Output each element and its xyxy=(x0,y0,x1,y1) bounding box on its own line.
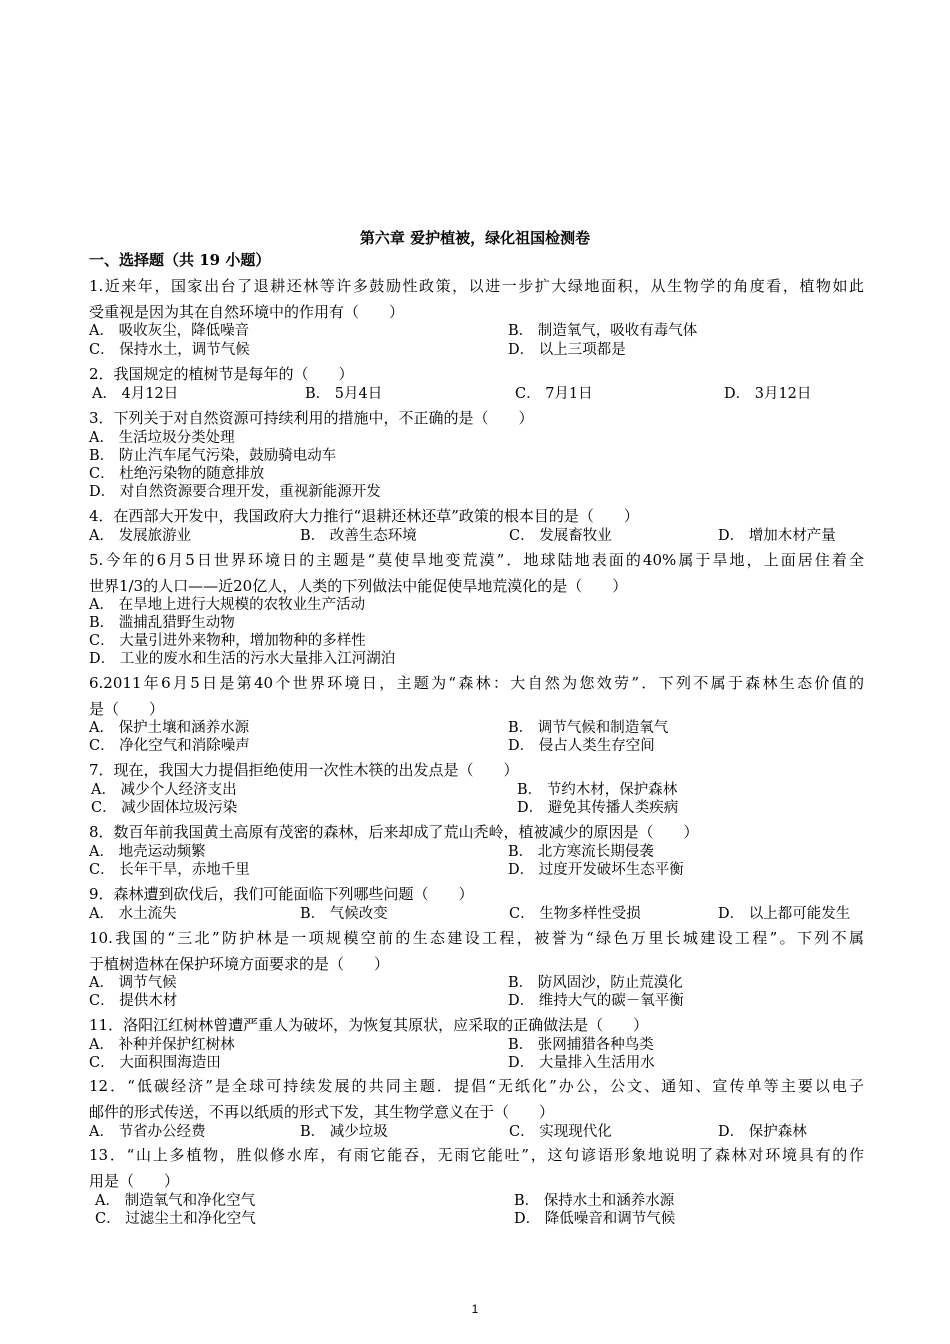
question-1-stem-line: 1.近来年，国家出台了退耕还林等许多鼓励性政策，以进一步扩大绿地面积，从生物学的角度看，植物如此 xyxy=(89,277,864,295)
question-10-option-a: A． 调节气候 xyxy=(89,975,177,991)
question-4-option-c: C． 发展畜牧业 xyxy=(509,528,612,544)
question-7-option-d: D． 避免其传播人类疾病 xyxy=(517,800,679,816)
question-8-stem-line: 8．数百年前我国黄土高原有茂密的森林，后来却成了荒山秃岭，植被减少的原因是（ ） xyxy=(89,823,699,841)
question-11-option-d: D． 大量排入生活用水 xyxy=(508,1055,655,1071)
question-8-option-c: C． 长年干旱，赤地千里 xyxy=(89,862,250,878)
question-13-option-a: A． 制造氧气和净化空气 xyxy=(95,1193,256,1209)
page-number: 1 xyxy=(471,1302,479,1316)
question-4-stem-line: 4．在西部大开发中，我国政府大力推行“退耕还林还草”政策的根本目的是（ ） xyxy=(89,507,639,525)
section-heading: 一、选择题（共 19 小题） xyxy=(89,251,271,269)
question-8-option-d: D． 过度开发破坏生态平衡 xyxy=(508,862,684,878)
question-6-option-d: D． 侵占人类生存空间 xyxy=(508,738,655,754)
question-1-option-a: A． 吸收灰尘，降低噪音 xyxy=(89,323,250,339)
question-5-option-a: A． 在旱地上进行大规模的农牧业生产活动 xyxy=(89,597,366,613)
question-10-stem-line: 10.我国的“三北”防护林是一项规模空前的生态建设工程，被誉为“绿色万里长城建设工程”。下列不属 xyxy=(89,929,864,947)
question-13-option-c: C． 过滤尘土和净化空气 xyxy=(95,1211,256,1227)
question-2-option-b: B． 5月4日 xyxy=(305,386,383,402)
question-10-stem-line: 于植树造林在保护环境方面要求的是（ ） xyxy=(89,955,390,973)
question-11-option-b: B． 张网捕猎各种鸟类 xyxy=(508,1037,654,1053)
question-13-stem-line: 13．“山上多植物，胜似修水库，有雨它能吞，无雨它能吐”，这句谚语形象地说明了森林对环境具有的作 xyxy=(89,1146,864,1164)
question-3-option-b: B． 防止汽车尾气污染，鼓励骑电动车 xyxy=(89,448,337,464)
question-8-option-b: B． 北方寒流长期侵袭 xyxy=(508,844,654,860)
question-12-option-c: C． 实现现代化 xyxy=(509,1124,612,1140)
question-5-stem-line: 世界1/3的人口——近20亿人，人类的下列做法中能促使旱地荒漠化的是（ ） xyxy=(89,577,628,595)
question-5-option-b: B． 滥捕乱猎野生动物 xyxy=(89,615,235,631)
question-13-stem-line: 用是（ ） xyxy=(89,1172,180,1190)
question-4-option-a: A． 发展旅游业 xyxy=(89,528,192,544)
question-3-option-c: C． 杜绝污染物的随意排放 xyxy=(89,466,265,482)
question-5-stem-line: 5.今年的6月5日世界环境日的主题是“莫使旱地变荒漠”．地球陆地表面的40%属于旱地，上面居住着全 xyxy=(89,551,864,569)
document-title: 第六章 爱护植被，绿化祖国检测卷 xyxy=(359,229,591,247)
question-2-option-d: D． 3月12日 xyxy=(724,386,812,402)
question-12-option-d: D． 保护森林 xyxy=(718,1124,807,1140)
question-6-stem-line: 是（ ） xyxy=(89,700,165,718)
question-9-option-c: C． 生物多样性受损 xyxy=(509,906,641,922)
question-1-option-d: D． 以上三项都是 xyxy=(508,342,626,358)
question-13-option-d: D． 降低噪音和调节气候 xyxy=(514,1211,676,1227)
question-8-option-a: A． 地壳运动频繁 xyxy=(89,844,206,860)
question-12-stem-line: 邮件的形式传送，不再以纸质的形式下发，其生物学意义在于（ ） xyxy=(89,1103,555,1121)
question-11-option-c: C． 大面积围海造田 xyxy=(89,1055,221,1071)
question-5-option-d: D． 工业的废水和生活的污水大量排入江河湖泊 xyxy=(89,651,396,667)
question-2-option-a: A． 4月12日 xyxy=(92,386,179,402)
question-4-option-b: B． 改善生态环境 xyxy=(300,528,417,544)
question-9-stem-line: 9．森林遭到砍伐后，我们可能面临下列哪些问题（ ） xyxy=(89,885,474,903)
question-9-option-b: B． 气候改变 xyxy=(300,906,388,922)
question-12-stem-line: 12．“低碳经济”是全球可持续发展的共同主题．提倡“无纸化”办公，公文、通知、宣传单等主要以电子 xyxy=(89,1077,864,1095)
question-1-option-b: B． 制造氧气，吸收有毒气体 xyxy=(508,323,698,339)
question-10-option-c: C． 提供木材 xyxy=(89,993,178,1009)
question-11-stem-line: 11．洛阳江红树林曾遭严重人为破坏，为恢复其原状，应采取的正确做法是（ ） xyxy=(89,1016,649,1034)
question-10-option-b: B． 防风固沙，防止荒漠化 xyxy=(508,975,683,991)
question-5-option-c: C． 大量引进外来物种，增加物种的多样性 xyxy=(89,633,366,649)
question-2-option-c: C． 7月1日 xyxy=(515,386,593,402)
question-9-option-a: A． 水土流失 xyxy=(89,906,177,922)
question-10-option-d: D． 维持大气的碳－氧平衡 xyxy=(508,993,684,1009)
question-12-option-a: A． 节省办公经费 xyxy=(89,1124,206,1140)
question-6-option-c: C． 净化空气和消除噪声 xyxy=(89,738,250,754)
question-6-option-b: B． 调节气候和制造氧气 xyxy=(508,720,669,736)
question-3-option-d: D． 对自然资源要合理开发，重视新能源开发 xyxy=(89,484,381,500)
question-3-stem-line: 3．下列关于对自然资源可持续利用的措施中，不正确的是（ ） xyxy=(89,409,534,427)
question-6-stem-line: 6.2011年6月5日是第40个世界环境日，主题为“森林：大自然为您效劳”．下列不属于森林生态价值的 xyxy=(89,674,864,692)
question-13-option-b: B． 保持水土和涵养水源 xyxy=(514,1193,675,1209)
question-1-option-c: C． 保持水土，调节气候 xyxy=(89,342,250,358)
question-6-option-a: A． 保护土壤和涵养水源 xyxy=(89,720,250,736)
question-11-option-a: A． 补种并保护红树林 xyxy=(89,1037,235,1053)
question-9-option-d: D． 以上都可能发生 xyxy=(718,906,851,922)
question-1-stem-line: 受重视是因为其在自然环境中的作用有（ ） xyxy=(89,303,405,321)
question-2-stem-line: 2．我国规定的植树节是每年的（ ） xyxy=(89,365,354,383)
question-3-option-a: A． 生活垃圾分类处理 xyxy=(89,430,235,446)
question-4-option-d: D． 增加木材产量 xyxy=(718,528,836,544)
question-7-option-c: C． 减少固体垃圾污染 xyxy=(91,800,238,816)
question-12-option-b: B． 减少垃圾 xyxy=(300,1124,388,1140)
question-7-stem-line: 7．现在，我国大力提倡拒绝使用一次性木筷的出发点是（ ） xyxy=(89,761,519,779)
question-7-option-a: A． 减少个人经济支出 xyxy=(91,782,237,798)
question-7-option-b: B． 节约木材，保护森林 xyxy=(517,782,678,798)
